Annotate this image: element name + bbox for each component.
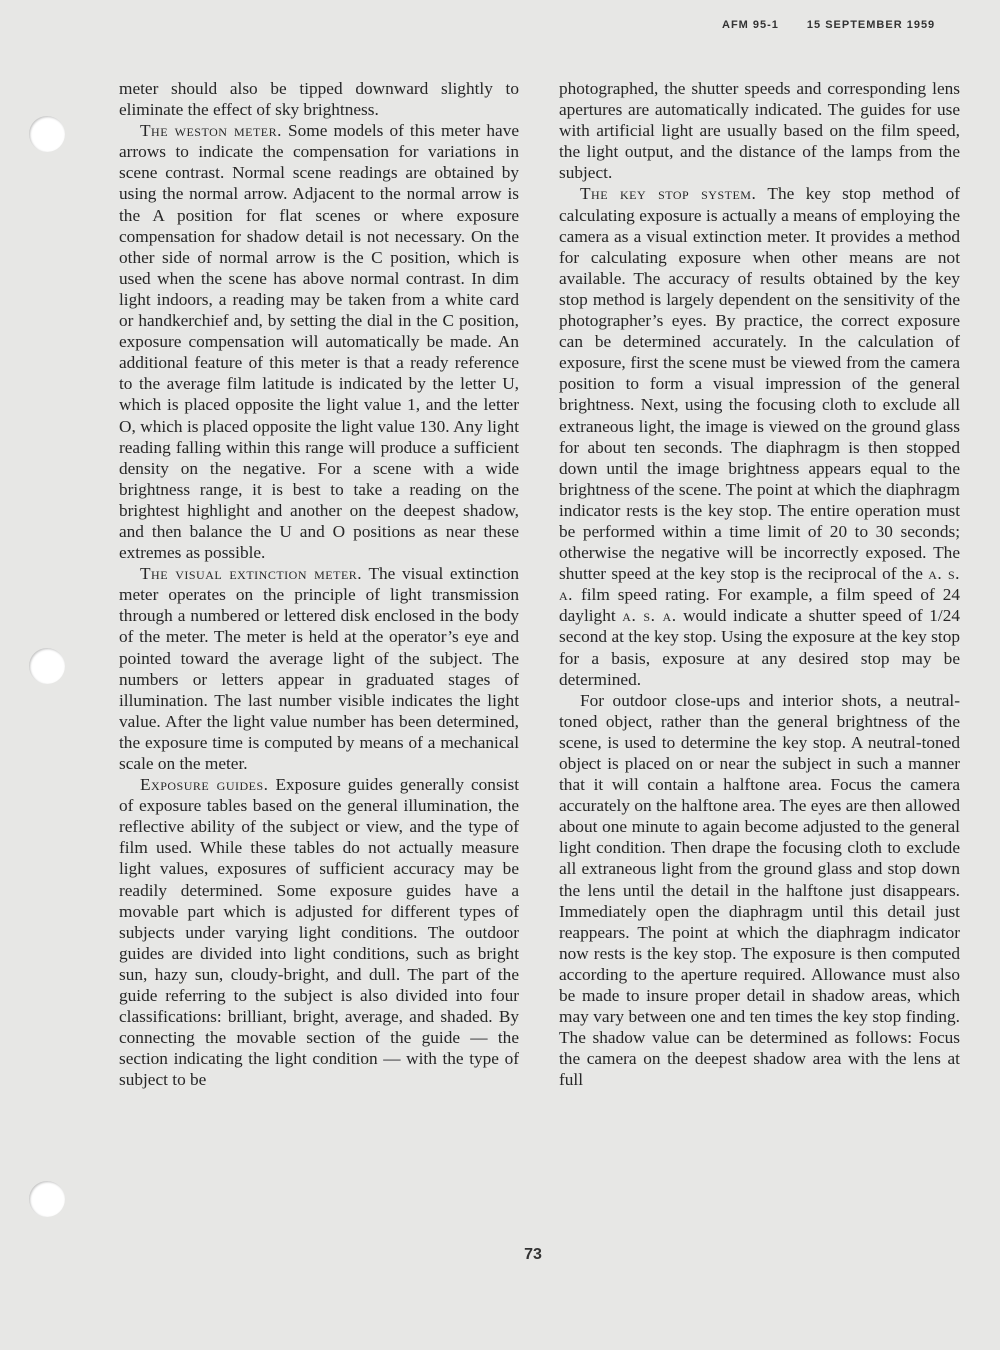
paragraph-body: Some models of this meter have arrows to indicate the compensation for variations in scene contrast. Normal scene readings are obtained by using the normal arrow. Adjacent to the normal arrow is the A position for flat scenes or where exposure compensation for shadow detail is not necessary. On the other side of normal arrow is the C position, which is used when the scene has above normal contrast. In dim light indoors, a reading may be taken from a white card or handkerchief and, by setting the dial in the C position, exposure compensation will automatically be made. An additional feature of this meter is that a ready reference to the average film latitude is indicated by the letter U, which is placed opposite the light value 1, and the letter O, which is placed opposite the light value 130. Any light reading falling within this range will produce a sufficient density on the negative. For a scene with a wide brightness range, it is best to take a reading on the brightest highlight and another on the deepest shadow, and then balance the U and O positions as near these extremes as possible. [119,121,520,563]
punch-hole-top [29,116,65,152]
paragraph-key-stop-system [559,183,960,689]
section-heading: Exposure guides. [140,775,269,795]
page-number: 73 [524,1246,542,1263]
paragraph: meter should also be tipped downward slightly to eliminate the effect of sky brightness. [119,79,519,120]
section-heading: The key stop system. [580,184,757,204]
page-header [722,19,962,31]
paragraph-body: Exposure guides generally consist of exposure tables based on the general illumination, the reflective ability of the subject or view, and the type of film used. While these tables do not actually measure light values, exposures of sufficient accuracy may be readily determined. Some exposure guides have a movable part which is adjusted for different types of subjects under varying light conditions. The outdoor guides are divided into light conditions, such as bright sun, hazy sun, cloudy-bright, and dull. The part of the guide referring to the subject is also divided into four classifications: brilliant, bright, average, and shaded. By connecting the movable section of the guide — the section indicating the light condition — with the type of subject to be [119,775,520,1090]
punch-hole-bottom [29,1181,65,1217]
paragraph-body: would indicate a shutter speed of 1/24 second at the key stop. Using the exposure at the key stop for a basis, exposure at any desired stop may be determined. [559,606,961,689]
paragraph-body: film speed rating. For example, a film speed of 24 daylight [559,585,960,626]
section-heading: The visual extinction meter. [140,564,363,584]
paragraph-body: The visual extinction meter operates on the principle of light transmission through a numbered or lettered disk enclosed in the body of the meter. The meter is held at the operator’s eye and pointed toward the average light of the subject. The numbers or letters appear in graduated stages of illumination. The last number visible indicates the light value. After the light value number has been determined, the exposure time is computed by means of a mechanical scale on the meter. [119,564,519,773]
paragraph-body: The key stop method of calculating exposure is actually a means of employing the camera as a visual extinction meter. It provides a method for calculating exposure when other means are not available. The accuracy of results obtained by the key stop method is largely dependent on the sensitivity of the photographer’s eyes. By practice, the correct exposure can be determined accurately. In the calculation of exposure, first the scene must be viewed from the camera position to form a visual impression of the general brightness. Next, using the focusing cloth to exclude all extraneous light, the image is viewed on the ground glass for about ten seconds. The diaphragm is then stopped down until the image brightness appears equal to the brightness of the scene. The point at which the diaphragm indicator rests is the key stop. The entire operation must be performed within a time limit of 20 to 30 seconds; otherwise the negative will be incorrectly exposed. The shutter speed at the key stop is the reciprocal of the [559,184,960,584]
abbreviation-asa: a. s. a. [622,606,677,626]
abbreviation-asa: a. s. a. [559,564,960,605]
right-column [559,78,960,1091]
paragraph-visual-extinction-meter [119,563,519,774]
document-date: 15 SEPTEMBER 1959 [806,19,936,31]
paragraph-weston-meter [119,120,519,563]
section-heading: The weston meter. [140,121,282,141]
punch-hole-middle [29,648,65,684]
document-id: AFM 95-1 [722,19,779,31]
left-column [119,78,519,1091]
paragraph-close-ups: For outdoor close-ups and interior shots, a neutral-toned object, rather than the general brightness of the scene, is used to determine the key stop. A neutral-toned object is placed on or near the subject in such a manner that it will contain a halftone area. Focus the camera accurately on the halftone area. The eyes are then allowed about one minute to again become adjusted to the general light condition. Then drape the focusing cloth to exclude all extraneous light from the ground glass and stop down the lens until the detail in the halftone just disappears. Immediately open the diaphragm until this detail just reappears. The point at which the diaphragm indicator now rests is the key stop. The exposure is then computed according to the aperture required. Allowance must also be made to insure proper detail in shadow areas, which may vary between one and ten times the key stop finding. The shadow value can be determined as follows: Focus the camera on the deepest shadow area with the lens at full [559,690,960,1090]
paragraph-exposure-guides [119,774,519,1090]
paragraph: photographed, the shutter speeds and corresponding lens apertures are automatically indicated. The guides for use with artificial light are usually based on the film speed, the light output, and the distance of the lamps from the subject. [559,79,960,183]
